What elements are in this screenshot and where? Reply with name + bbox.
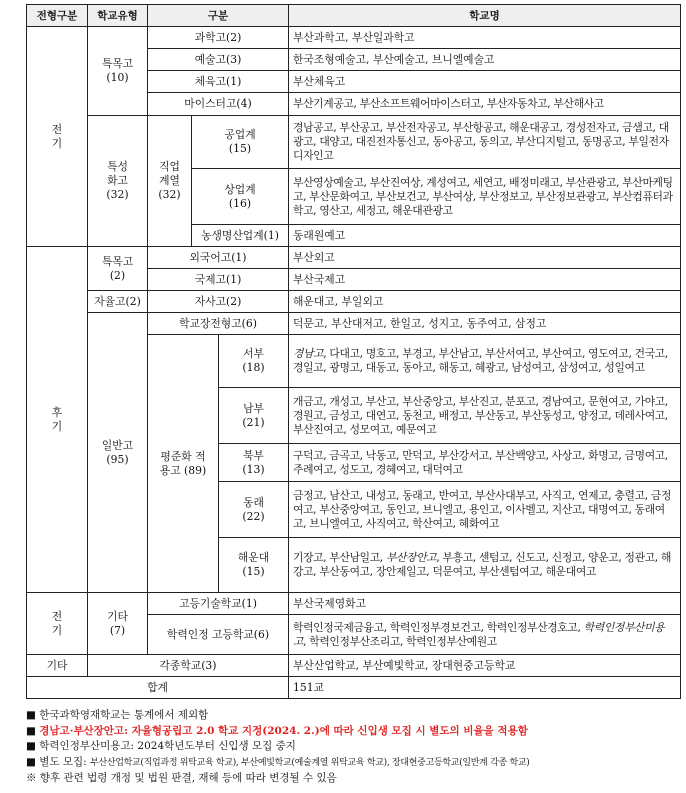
category-cell: 예술고(3) (148, 49, 289, 71)
names-cell: 부산기계공고, 부산소프트웨어마이스터고, 부산자동차고, 부산해사고 (289, 93, 681, 116)
group-cell: 기타 (27, 655, 88, 677)
note-3: ■ 학력인정부산미용고: 2024학년도부터 신입생 모집 중지 (26, 740, 296, 753)
type-cell: 기타 (7) (88, 593, 148, 655)
type-cell: 특목고 (2) (88, 247, 148, 291)
header-category: 구분 (148, 5, 289, 27)
category-cell: 동래 (22) (219, 482, 289, 538)
school-table (26, 4, 681, 699)
names-cell: 동래원예고 (289, 225, 681, 247)
square-bullet-icon: ■ (26, 709, 40, 721)
type-cell: 특목고 (10) (88, 27, 148, 116)
square-bullet-icon: ■ (26, 740, 40, 753)
category-cell: 해운대 (15) (219, 538, 289, 593)
names-cell: 경남고, 다대고, 명호고, 부경고, 부산남고, 부산서여고, 부산여고, 영도여고, 건국고, 경일고, 광명고, 대동고, 동아고, 해동고, 혜광고, 남성여고, 삼성여고, 성일여고 (289, 335, 681, 388)
table-row (27, 291, 681, 313)
table-row (27, 116, 681, 169)
category-cell: 남부 (21) (219, 388, 289, 444)
names-cell: 부산과학고, 부산일과학고 (289, 27, 681, 49)
category-cell: 마이스터고(4) (148, 93, 289, 116)
header-type: 전형구분 (27, 5, 88, 27)
names-cell: 부산영상예술고, 부산진여상, 계성여고, 세연고, 배정미래고, 부산관광고, 부산마케팅고, 부산문화여고, 부산보건고, 부산여상, 부산정보고, 부산정보관광고, 부산컴퓨터과학고, 영산고, 세정고, 해운대관광고 (289, 169, 681, 225)
names-cell: 개금고, 개성고, 부산고, 부산중앙고, 부산진고, 분포고, 경남여고, 문현여고, 가야고, 경원고, 금성고, 대연고, 동천고, 배정고, 부산동고, 부산동성고, 양정고, 데레사여고, 부산진여고, 성모여고, 예문여고 (289, 388, 681, 444)
names-cell: 금정고, 남산고, 내성고, 동래고, 반여고, 부산사대부고, 사직고, 연제고, 충렬고, 금정여고, 부산중앙여고, 동인고, 브니엘고, 용인고, 이사벨고, 지산고, 대명여고, 동래여고, 브니엘여고, 사직여고, 학산여고, 혜화여고 (289, 482, 681, 538)
group-cell: 후기 (27, 247, 88, 593)
subtype-cell: 평준화 적용고 (89) (148, 335, 219, 593)
category-cell: 북부 (13) (219, 444, 289, 482)
category-cell: 자사고(2) (148, 291, 289, 313)
header-school-names: 학교명 (289, 5, 681, 27)
category-cell: 공업계 (15) (192, 116, 289, 169)
type-cell: 일반고 (95) (88, 313, 148, 593)
category-cell: 학교장전형고(6) (148, 313, 289, 335)
type-cell: 특성 화고 (32) (88, 116, 148, 247)
note-1: ■ 한국과학영재학교는 통계에서 제외함 (26, 709, 209, 721)
group-cell: 전기 (27, 27, 88, 247)
subtype-cell: 직업 계열 (32) (148, 116, 192, 247)
total-label: 합계 (27, 677, 289, 699)
table-row (27, 27, 681, 49)
names-cell: 경남공고, 부산공고, 부산전자공고, 부산항공고, 해운대공고, 경성전자고, 금샘고, 대광고, 대양고, 대진전자통신고, 동아공고, 동의고, 부산디지털고, 동명공고, 부일전자디자인고 (289, 116, 681, 169)
category-cell: 학력인정 고등학교(6) (148, 615, 289, 655)
type-cell: 자율고(2) (88, 291, 148, 313)
names-cell: 학력인정국제금융고, 학력인정부경보건고, 학력인정부산경호고, 학력인정부산미용고, 학력인정부산조리고, 학력인정부산예원고 (289, 615, 681, 655)
note-5: ※ 향후 관련 법령 개정 및 법원 판결, 재해 등에 따라 변경될 수 있음 (26, 772, 337, 785)
category-cell: 농생명산업계(1) (192, 225, 289, 247)
category-cell: 각종학교(3) (88, 655, 289, 677)
category-cell: 외국어고(1) (148, 247, 289, 269)
names-cell: 기장고, 부산남일고, 부산장안고, 부흥고, 센텀고, 신도고, 신정고, 양운고, 정관고, 해강고, 부산동여고, 장안제일고, 덕문여고, 부산센텀여고, 해운대여고 (289, 538, 681, 593)
category-cell: 고등기술학교(1) (148, 593, 289, 615)
header-school-type: 학교유형 (88, 5, 148, 27)
table-header-row (27, 5, 681, 27)
note-4: ■ 별도 모집: 부산산업학교(직업과정 위탁교육 학교), 부산예빛학교(예술계열 위탁교육 학교), 장대현중고등학교(일반계 각종 학교) (26, 755, 530, 768)
names-cell: 부산국제고 (289, 269, 681, 291)
names-cell: 덕문고, 부산대저고, 한일고, 성지고, 동주여고, 삼정고 (289, 313, 681, 335)
highlighted-school: 부산장안고 (385, 551, 437, 564)
table-row (27, 313, 681, 335)
total-value: 151교 (289, 677, 681, 699)
category-cell: 국제고(1) (148, 269, 289, 291)
highlighted-school: 학력인정부산미용고 (293, 620, 665, 648)
group-cell: 전기 (27, 593, 88, 655)
names-cell: 해운대고, 부일외고 (289, 291, 681, 313)
names-cell: 부산산업학교, 부산예빛학교, 장대현중고등학교 (289, 655, 681, 677)
table-row (27, 247, 681, 269)
square-bullet-icon: ■ (26, 755, 40, 768)
names-cell: 부산국제영화고 (289, 593, 681, 615)
category-cell: 과학고(2) (148, 27, 289, 49)
square-bullet-icon: ■ (26, 724, 40, 737)
table-row (27, 593, 681, 615)
category-cell: 상업계 (16) (192, 169, 289, 225)
names-cell: 구덕고, 금곡고, 낙동고, 만덕고, 부산강서고, 부산백양고, 사상고, 화명고, 금명여고, 주례여고, 성도고, 경혜여고, 대덕여고 (289, 444, 681, 482)
category-cell: 체육고(1) (148, 71, 289, 93)
note-2: ■ 경남고·부산장안고: 자율형공립고 2.0 학교 지정(2024. 2.)에 따라 신입생 모집 시 별도의 비율을 적용함 (26, 724, 528, 737)
names-cell: 부산외고 (289, 247, 681, 269)
table-row (27, 655, 681, 677)
total-row (27, 677, 681, 699)
category-cell: 서부 (18) (219, 335, 289, 388)
names-cell: 부산체육고 (289, 71, 681, 93)
names-cell: 한국조형예술고, 부산예술고, 브니엘예술고 (289, 49, 681, 71)
notes (26, 708, 680, 787)
highlighted-school: 경남고 (293, 347, 324, 360)
